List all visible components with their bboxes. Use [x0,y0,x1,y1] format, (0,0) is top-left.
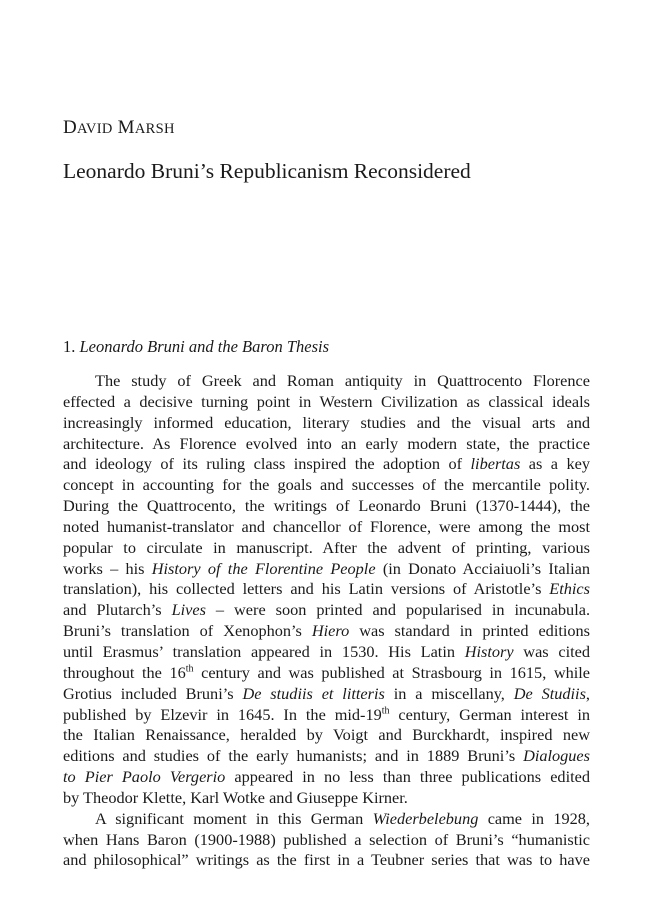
body-line: Bruni’s translation of Xenophon’s Hiero was standard in printed editions [63,621,591,641]
body-line: throughout the 16th century and was published at Strasbourg in 1615, while [63,662,590,682]
author-name [63,117,175,139]
body-line: editions and studies of the early humanists; and in 1889 Bruni’s Dialogues [63,746,590,766]
body-line: translation), his collected letters and his Latin versions of Aristotle’s Ethics [63,579,590,599]
author-last-rest: ARSH [134,121,175,137]
body-line: and Plutarch’s Lives – were soon printed and popularised in incunabula. [63,600,591,620]
body-line: when Hans Baron (1900-1988) published a selection of Bruni’s “humanistic [63,829,590,849]
body-line: Grotius included Bruni’s De studiis et litteris in a miscellany, De Studiis, [63,683,590,703]
body-line: concept in accounting for the goals and successes of the mercantile polity. [63,475,590,495]
body-line: works – his History of the Florentine People (in Donato Acciaiuoli’s Italian [63,558,590,578]
section-heading [63,337,329,357]
body-line: effected a decisive turning point in Western Civilization as classical ideals [63,391,590,411]
body-line: A significant moment in this German Wiederbelebung came in 1928, [95,808,590,828]
body-line: and philosophical” writings as the first in a Teubner series that was to have [63,850,590,870]
body-line: until Erasmus’ translation appeared in 1530. His Latin History was cited [63,641,590,661]
body-line: noted humanist-translator and chancellor of Florence, were among the most [63,516,590,536]
author-first-initial: D [63,117,78,138]
body-line: to Pier Paolo Vergerio appeared in no less than three publications edited [63,767,590,787]
body-line: During the Quattrocento, the writings of Leonardo Bruni (1370-1444), the [63,496,590,516]
body-line: architecture. As Florence evolved into an early modern state, the practice [63,433,590,453]
body-line: by Theodor Klette, Karl Wotke and Giuseppe Kirner. [63,787,408,807]
article-title: Leonardo Bruni’s Republicanism Reconsidered [63,159,471,183]
body-line: popular to circulate in manuscript. After the advent of printing, various [63,537,590,557]
author-first-rest: AVID [77,121,113,137]
body-text [63,371,590,871]
body-line: published by Elzevir in 1645. In the mid-19th century, German interest in [63,704,590,724]
body-line: the Italian Renaissance, heralded by Voigt and Burckhardt, inspired new [63,725,590,745]
body-line: and ideology of its ruling class inspired the adoption of libertas as a key [63,454,590,474]
author-last-initial: M [117,117,135,138]
section-number: 1. [63,337,76,356]
body-line: increasingly informed education, literary studies and the visual arts and [63,412,590,432]
body-line: The study of Greek and Roman antiquity in Quattrocento Florence [95,371,590,390]
section-title: Leonardo Bruni and the Baron Thesis [79,337,329,356]
